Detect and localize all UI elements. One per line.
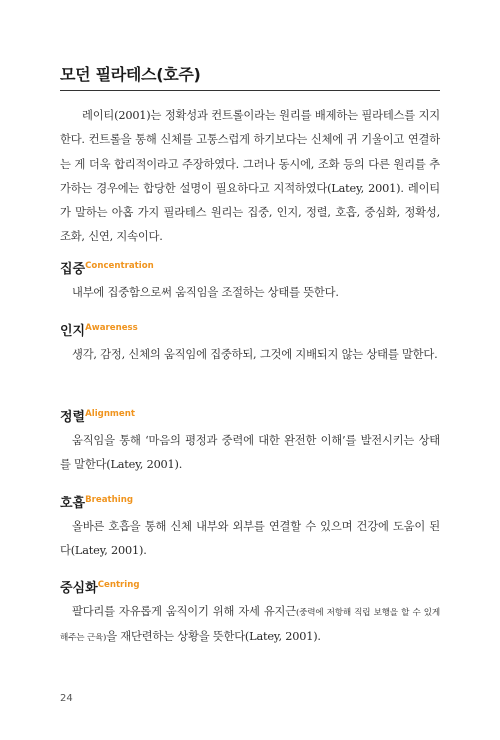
term-description-note: (중력에 저항해 직립 보행을 할 수 있게 해주는 근육) [60, 608, 440, 644]
term-korean: 정렬 [60, 410, 86, 425]
term-korean: 인지 [60, 324, 86, 339]
term-english: Breathing [85, 495, 133, 505]
term-breathing [60, 492, 440, 564]
term-heading [60, 406, 440, 424]
term-heading [60, 320, 440, 338]
term-english: Concentration [85, 261, 154, 271]
term-description: 생각, 감정, 신체의 움직임에 집중하되, 그것에 지배되지 않는 상태를 말한다. [72, 348, 438, 361]
term-heading [60, 492, 440, 510]
term-description: 올바른 호흡을 통해 신체 내부와 외부를 연결할 수 있으며 건강에 도움이 된다(Latey, 2001). [60, 520, 440, 558]
term-description-main: 팔다리를 자유롭게 움직이기 위해 자세 유지근 [72, 605, 296, 618]
intro-paragraph: 레이티(2001)는 정확성과 컨트롤이라는 원리를 배제하는 필라테스를 지지한다. 컨트롤을 통해 신체를 고통스럽게 하기보다는 신체에 귀 기울이고 연결하는 게 더욱 합리적이라고 주장하였다. 그러나 동시에, 조화 등의 다른 원리를 추가하는 경우에는 합당한 설명이 필요하다고 지적하였다(Latey, 2001). 레이티가 말하는 아홉 가지 필라테스 원리는 집중, 인지, 정렬, 호흡, 중심화, 정확성, 조화, 신연, 지속이다. [60, 109, 440, 244]
term-awareness [60, 320, 440, 367]
term-heading [60, 577, 440, 595]
term-english: Awareness [85, 323, 138, 333]
term-alignment [60, 406, 440, 478]
section-header [60, 62, 440, 91]
term-korean: 집중 [60, 262, 86, 277]
term-english: Alignment [85, 409, 135, 419]
term-heading [60, 258, 440, 276]
term-description-end: 을 재단련하는 상황을 뜻한다(Latey, 2001). [106, 630, 321, 644]
term-description: 내부에 집중함으로써 움직임을 조절하는 상태를 뜻한다. [72, 286, 339, 299]
term-description [60, 600, 440, 651]
page-number: 24 [60, 693, 73, 704]
term-korean: 중심화 [60, 581, 98, 596]
section-title: 모던 필라테스(호주) [60, 65, 201, 84]
term-centring [60, 577, 440, 651]
term-concentration [60, 258, 440, 305]
term-description: 움직임을 통해 ‘마음의 평정과 중력에 대한 완전한 이해’를 발전시키는 상태를 말한다(Latey, 2001). [60, 434, 440, 472]
term-korean: 호흡 [60, 496, 86, 511]
term-english: Centring [97, 580, 140, 590]
